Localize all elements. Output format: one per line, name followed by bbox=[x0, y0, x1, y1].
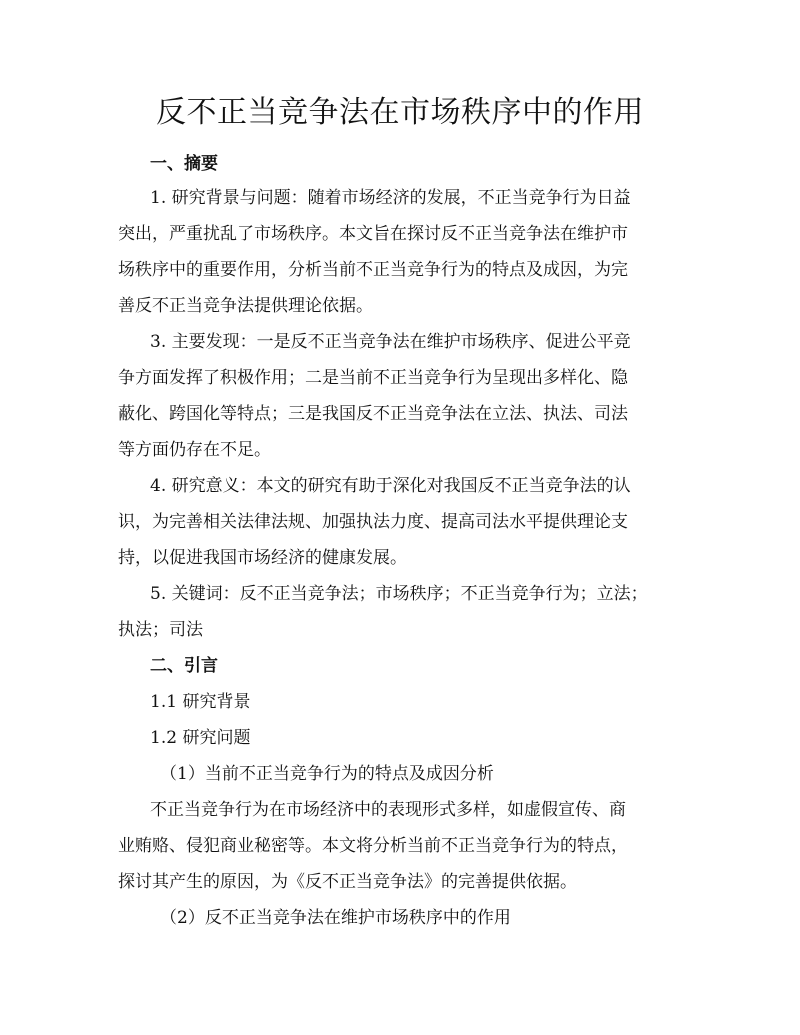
question-1-body-line-1: 不正当竞争行为在市场经济中的表现形式多样，如虚假宣传、商 bbox=[150, 800, 626, 820]
question-1-heading: （1）当前不正当竞争行为的特点及成因分析 bbox=[160, 764, 494, 784]
abstract-p4-line-3: 持，以促进我国市场经济的健康发展。 bbox=[118, 548, 407, 568]
abstract-p3-line-1: 3. 主要发现：一是反不正当竞争法在维护市场秩序、促进公平竞 bbox=[150, 332, 631, 352]
abstract-p3-line-2: 争方面发挥了积极作用；二是当前不正当竞争行为呈现出多样化、隐 bbox=[118, 368, 628, 388]
abstract-p5-line-1: 5. 关键词：反不正当竞争法；市场秩序；不正当竞争行为；立法； bbox=[150, 584, 648, 604]
abstract-p5-line-2: 执法；司法 bbox=[118, 620, 203, 640]
question-1-body-line-2: 业贿赂、侵犯商业秘密等。本文将分析当前不正当竞争行为的特点， bbox=[118, 836, 628, 856]
section-1-1-heading: 1.1 研究背景 bbox=[150, 692, 251, 712]
question-2-heading: （2）反不正当竞争法在维护市场秩序中的作用 bbox=[160, 908, 511, 928]
abstract-p3-line-3: 蔽化、跨国化等特点；三是我国反不正当竞争法在立法、执法、司法 bbox=[118, 404, 628, 424]
abstract-heading: 一、摘要 bbox=[150, 154, 218, 174]
section-1-2-heading: 1.2 研究问题 bbox=[150, 728, 251, 748]
abstract-p3-line-4: 等方面仍存在不足。 bbox=[118, 440, 271, 460]
document-title: 反不正当竞争法在市场秩序中的作用 bbox=[156, 95, 644, 130]
abstract-p4-line-1: 4. 研究意义：本文的研究有助于深化对我国反不正当竞争法的认 bbox=[150, 476, 631, 496]
abstract-p1-line-4: 善反不正当竞争法提供理论依据。 bbox=[118, 296, 373, 316]
intro-heading: 二、引言 bbox=[150, 656, 218, 676]
abstract-p1-line-3: 场秩序中的重要作用，分析当前不正当竞争行为的特点及成因，为完 bbox=[118, 260, 628, 280]
question-1-body-line-3: 探讨其产生的原因，为《反不正当竞争法》的完善提供依据。 bbox=[118, 872, 577, 892]
abstract-p1-line-1: 1. 研究背景与问题：随着市场经济的发展，不正当竞争行为日益 bbox=[150, 188, 631, 208]
abstract-p4-line-2: 识，为完善相关法律法规、加强执法力度、提高司法水平提供理论支 bbox=[118, 512, 628, 532]
abstract-p1-line-2: 突出，严重扰乱了市场秩序。本文旨在探讨反不正当竞争法在维护市 bbox=[118, 224, 628, 244]
